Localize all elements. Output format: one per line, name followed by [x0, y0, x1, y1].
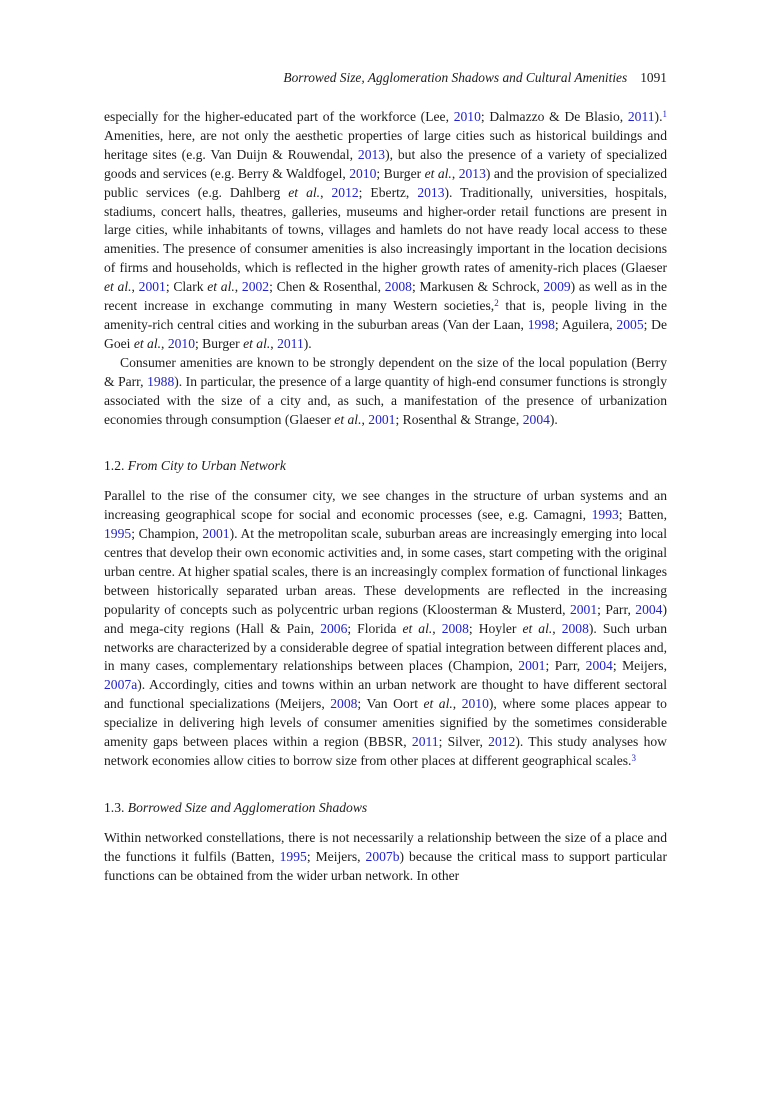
text-run: ; Florida: [347, 620, 403, 636]
text-run: ), where some places appear to specialize in delivering high levels of consumer amenities signified by the sometimes considerable amenity gaps between places within a region (BBSR,: [104, 696, 667, 750]
citation-link[interactable]: 1988: [147, 373, 175, 389]
text-run: Amenities, here, are not only the aesthetic properties of large cities such as historical buildings and heritage sites (e.g. Van Duijn & Rouwendal,: [104, 127, 667, 162]
text-run: ,: [320, 184, 332, 200]
text-run: ; Dalmazzo & De Blasio,: [480, 109, 628, 124]
text-run: ; Batten,: [618, 507, 667, 523]
text-run: ; Ebertz,: [358, 184, 418, 200]
paragraph: [104, 487, 667, 771]
citation-link[interactable]: 2010: [167, 335, 195, 351]
text-run: ; Clark: [165, 279, 208, 295]
citation-link[interactable]: 2008: [330, 696, 358, 712]
text-run: Within networked constellations, there is not necessarily a relationship between the size of a place and the functions it fulfils (Batten,: [104, 829, 667, 864]
citation-link[interactable]: 2010: [349, 165, 377, 181]
text-run: ). Traditionally, universities, hospitals, stadiums, concert halls, theatres, galleries, museums and higher-order retail functions are present in large cities, while inhabitants of towns, villages and hamlets do not have ready local access to these amenities. The presence of consumer amenities is also increasingly important in the location decisions of firms and households, which is reflected in the higher growth rates of amenity-rich places (Glaeser: [104, 184, 667, 276]
text-run: ,: [234, 279, 242, 295]
text-run: ) as well as in the recent increase in exchange commuting in many Western societies,: [104, 279, 668, 314]
citation-link[interactable]: 2005: [616, 316, 644, 332]
text-run-italic: Borrowed Size and Agglomeration Shadows: [127, 799, 368, 815]
citation-link[interactable]: 2001: [569, 601, 598, 617]
running-head: [104, 70, 667, 86]
text-run: ; De Goei: [104, 316, 667, 351]
text-run: ).: [303, 335, 312, 351]
text-run: ). This study analyses how network economies allow cities to borrow size from other places at different geographical scales.: [104, 734, 667, 768]
citation-link[interactable]: 2001: [138, 279, 166, 295]
citation-link[interactable]: 2006: [320, 620, 348, 636]
text-run: ; Meijers,: [306, 848, 366, 864]
text-run: 1.3.: [104, 799, 128, 815]
citation-link[interactable]: 2007b: [365, 848, 400, 864]
citation-link[interactable]: 2008: [384, 279, 412, 295]
text-run: ,: [552, 620, 562, 636]
citation-link[interactable]: 2013: [417, 184, 445, 200]
citation-link[interactable]: 2009: [543, 279, 571, 295]
citation-link[interactable]: 2011: [411, 734, 439, 750]
citation-link[interactable]: 2011: [277, 335, 304, 351]
section-heading: [104, 799, 667, 818]
text-run: ; Chen & Rosenthal,: [269, 279, 385, 295]
text-run: ). Accordingly, cities and towns within an urban network are thought to have different sectoral and functional specializations (Meijers,: [104, 677, 667, 712]
footnote-marker[interactable]: 1: [662, 108, 667, 119]
text-run-italic: et al.: [243, 335, 271, 351]
text-run: ; Rosenthal & Strange,: [395, 411, 523, 427]
text-run-italic: et al.: [104, 279, 132, 295]
text-run: that is, people living in the amenity-rich central cities and working in the suburban areas (Van der Laan,: [104, 298, 667, 332]
paragraph: [104, 108, 667, 354]
text-run: ; Burger: [195, 335, 244, 351]
text-run-italic: et al.: [424, 165, 452, 181]
text-run: ,: [451, 165, 459, 181]
citation-link[interactable]: 1998: [527, 316, 555, 332]
text-run: ,: [452, 696, 462, 712]
text-run: ; Meijers,: [612, 658, 667, 674]
text-run-italic: From City to Urban Network: [127, 458, 286, 474]
text-run: ) because the critical mass to support particular functions can be obtained from the wider urban network. In other: [104, 848, 667, 883]
text-run: ). At the metropolitan scale, suburban areas are increasingly emerging into local centres that develop their own economic activities and, in some cases, start competing with the original urban centre. At higher spatial scales, there is an increasingly complex formation of functional linkages between historically separated urban areas. These developments are reflected in the increasing popularity of concepts such as polycentric urban regions (Kloosterman & Musterd,: [104, 526, 667, 617]
citation-link[interactable]: 2004: [635, 601, 663, 617]
citation-link[interactable]: 1995: [104, 526, 132, 542]
citation-link[interactable]: 1993: [591, 507, 619, 523]
citation-link[interactable]: 2013: [357, 146, 386, 162]
text-run: ).: [549, 411, 558, 427]
citation-link[interactable]: 2012: [488, 734, 516, 750]
citation-link[interactable]: 2007a: [104, 677, 138, 693]
citation-link[interactable]: 2013: [458, 165, 486, 181]
text-run: ,: [131, 279, 139, 295]
text-run-italic: et al.: [207, 279, 235, 295]
page-number: 1091: [640, 70, 667, 85]
citation-link[interactable]: 2012: [331, 184, 359, 200]
citation-link[interactable]: 2001: [518, 658, 546, 674]
citation-link[interactable]: 2010: [453, 109, 481, 124]
text-run-italic: et al.: [522, 620, 553, 636]
text-run: ) and the provision of specialized public services (e.g. Dahlberg: [104, 165, 667, 200]
text-run-italic: et al.: [288, 184, 321, 200]
citation-link[interactable]: 2011: [627, 109, 655, 124]
text-run-italic: et al.: [334, 411, 362, 427]
text-run: ; Parr,: [545, 658, 586, 674]
text-run: ).: [654, 109, 663, 124]
text-run: ), but also the presence of a variety of specialized goods and services (e.g. Berry & Waldfogel,: [104, 146, 667, 181]
text-run: ; Champion,: [131, 526, 203, 542]
section-heading: [104, 457, 667, 476]
text-run: ; Silver,: [438, 734, 489, 750]
text-run: ; Van Oort: [357, 696, 424, 712]
text-run: 1.2.: [104, 458, 128, 474]
paragraph: [104, 354, 667, 430]
text-run: ). Such urban networks are characterized by a considerable degree of spatial integration between different places and, in many cases, complementary relationships between places (Champion,: [104, 620, 667, 674]
text-run-italic: et al.: [133, 335, 162, 351]
text-run: ; Markusen & Schrock,: [411, 279, 544, 295]
running-title: Borrowed Size, Agglomeration Shadows and Cultural Amenities: [283, 70, 628, 85]
text-run: ,: [161, 335, 168, 351]
text-run: Consumer amenities are known to be strongly dependent on the size of the local population (Berry & Parr,: [104, 354, 667, 389]
citation-link[interactable]: 2004: [522, 411, 550, 427]
text-run: ; Parr,: [597, 601, 636, 617]
citation-link[interactable]: 2008: [561, 620, 589, 636]
footnote-marker[interactable]: 3: [631, 752, 636, 763]
citation-link[interactable]: 2001: [202, 526, 230, 542]
text-run: ). In particular, the presence of a large quantity of high-end consumer functions is strongly associated with the size of a city and, as such, a manifestation of the presence of urbanization economies through consumption (Glaeser: [104, 373, 668, 427]
text-run: especially for the higher-educated part of the workforce (Lee,: [104, 109, 454, 124]
article-body: [104, 108, 667, 886]
paragraph: [104, 829, 667, 886]
text-run: ,: [361, 411, 369, 427]
text-run: ; Hoyler: [468, 620, 523, 636]
text-run-italic: et al.: [402, 620, 433, 636]
citation-link[interactable]: 1995: [279, 848, 307, 864]
text-run: Parallel to the rise of the consumer city, we see changes in the structure of urban systems and an increasing geographical scope for social and economic processes (see, e.g. Camagni,: [104, 488, 667, 523]
citation-link[interactable]: 2008: [441, 620, 469, 636]
text-run: ; Aguilera,: [554, 316, 617, 332]
footnote-marker[interactable]: 2: [494, 298, 499, 309]
text-run: ) and mega-city regions (Hall & Pain,: [104, 601, 667, 636]
citation-link[interactable]: 2004: [585, 658, 613, 674]
text-run: ,: [432, 620, 442, 636]
text-run: ,: [270, 335, 278, 351]
text-run-italic: et al.: [423, 696, 453, 712]
citation-link[interactable]: 2010: [461, 696, 489, 712]
citation-link[interactable]: 2002: [241, 279, 270, 295]
text-run: ; Burger: [376, 165, 425, 181]
citation-link[interactable]: 2001: [368, 411, 396, 427]
